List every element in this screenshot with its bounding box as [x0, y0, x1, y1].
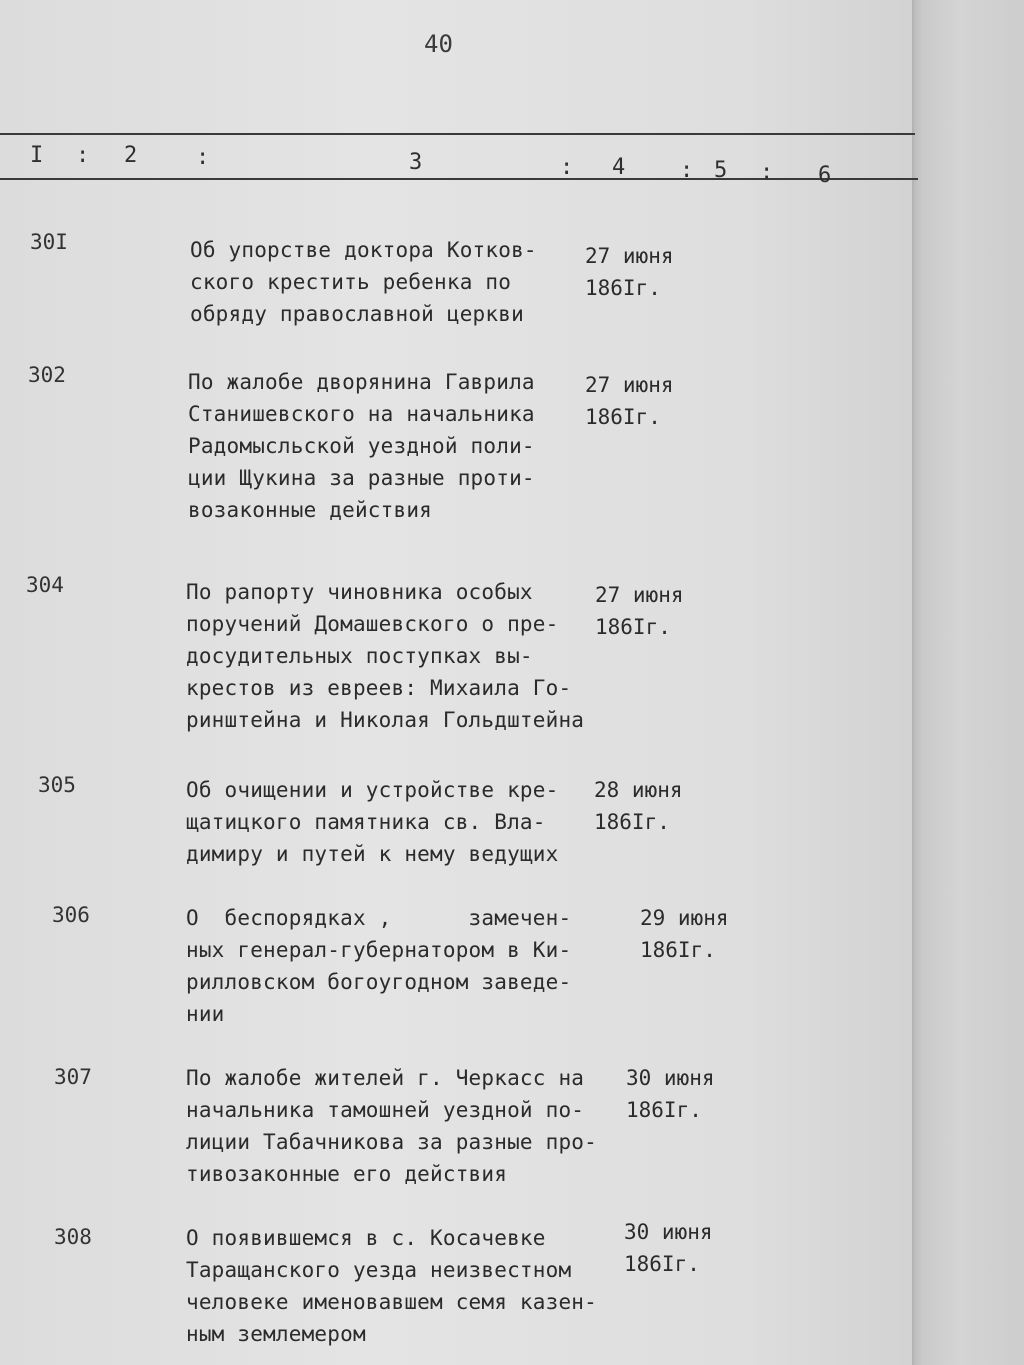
- description-line: По жалобе жителей г. Черкасс на: [186, 1066, 585, 1090]
- description-line: Об упорстве доктора Котков-: [190, 238, 537, 262]
- description-line: рилловском богоугодном заведе-: [186, 970, 572, 994]
- entry-date: [624, 1216, 713, 1280]
- description-line: лиции Табачникова за разные про-: [186, 1130, 597, 1154]
- date-line: 186Iг.: [594, 810, 670, 834]
- description-line: димиру и путей к нему ведущих: [186, 842, 559, 866]
- entry-description: [188, 366, 535, 526]
- column-separator: :: [76, 143, 90, 168]
- entry-description: [186, 1222, 597, 1350]
- description-line: крестов из евреев: Михаила Го-: [186, 676, 572, 700]
- description-line: Таращанского уезда неизвестном: [186, 1258, 572, 1282]
- description-line: О беспорядках , замечен-: [186, 906, 572, 930]
- date-line: 27 июня: [585, 373, 674, 397]
- entry-date: [626, 1062, 715, 1126]
- description-line: начальника тамошней уездной по-: [186, 1098, 585, 1122]
- description-line: Радомысльской уездной поли-: [188, 434, 535, 458]
- entry-number: 304: [26, 573, 64, 597]
- entry-date: [585, 240, 674, 304]
- entry-description: [186, 774, 558, 870]
- column-separator: :: [560, 155, 574, 180]
- description-line: ным землемером: [186, 1322, 366, 1346]
- date-line: 27 июня: [585, 244, 674, 268]
- date-line: 186Iг.: [585, 405, 661, 429]
- description-line: тивозаконные его действия: [186, 1162, 508, 1186]
- entry-number: 305: [38, 773, 76, 797]
- entry-description: [186, 1062, 597, 1190]
- entry-date: [595, 579, 684, 643]
- date-line: 30 июня: [626, 1066, 715, 1090]
- column-header-1: I: [30, 143, 44, 168]
- description-line: ринштейна и Николая Гольдштейна: [186, 708, 585, 732]
- description-line: О появившемся в с. Косачевке: [186, 1226, 546, 1250]
- date-line: 27 июня: [595, 583, 684, 607]
- entry-date: [594, 774, 683, 838]
- description-line: Станишевского на начальника: [188, 402, 535, 426]
- column-header-5: 5: [714, 158, 728, 183]
- description-line: поручений Домашевского о пре-: [186, 612, 559, 636]
- column-separator: :: [196, 145, 210, 170]
- header-rule-top: [0, 133, 915, 135]
- column-separator: :: [760, 160, 774, 185]
- description-line: возаконные действия: [188, 498, 433, 522]
- page-number: 40: [424, 30, 453, 58]
- description-line: Об очищении и устройстве кре-: [186, 778, 559, 802]
- description-line: нии: [186, 1002, 225, 1026]
- column-header-4: 4: [612, 155, 626, 180]
- header-rule-bottom: [0, 178, 918, 180]
- adjacent-page-edge: [912, 0, 1024, 1365]
- description-line: ского крестить ребенка по: [190, 270, 512, 294]
- entry-description: [190, 234, 537, 330]
- date-line: 28 июня: [594, 778, 683, 802]
- date-line: 30 июня: [624, 1220, 713, 1244]
- description-line: щатицкого памятника св. Вла-: [186, 810, 546, 834]
- description-line: По жалобе дворянина Гаврила: [188, 370, 535, 394]
- entry-date: [640, 902, 729, 966]
- column-header-3: 3: [409, 150, 423, 175]
- entry-number: 306: [52, 903, 90, 927]
- date-line: 186Iг.: [626, 1098, 702, 1122]
- description-line: обряду православной церкви: [190, 302, 524, 326]
- entry-number: 308: [54, 1225, 92, 1249]
- column-separator: :: [680, 158, 694, 183]
- column-header-6: 6: [818, 163, 832, 188]
- description-line: досудительных поступках вы-: [186, 644, 533, 668]
- date-line: 29 июня: [640, 906, 729, 930]
- date-line: 186Iг.: [595, 615, 671, 639]
- date-line: 186Iг.: [624, 1252, 700, 1276]
- date-line: 186Iг.: [585, 276, 661, 300]
- column-header-2: 2: [124, 143, 138, 168]
- entry-number: 302: [28, 363, 66, 387]
- description-line: ции Щукина за разные проти-: [188, 466, 535, 490]
- entry-description: [186, 576, 584, 736]
- entry-description: [186, 902, 571, 1030]
- entry-number: 30I: [30, 230, 68, 254]
- description-line: ных генерал-губернатором в Ки-: [186, 938, 572, 962]
- entry-number: 307: [54, 1065, 92, 1089]
- description-line: По рапорту чиновника особых: [186, 580, 533, 604]
- description-line: человеке именовавшем семя казен-: [186, 1290, 597, 1314]
- entry-date: [585, 369, 674, 433]
- date-line: 186Iг.: [640, 938, 716, 962]
